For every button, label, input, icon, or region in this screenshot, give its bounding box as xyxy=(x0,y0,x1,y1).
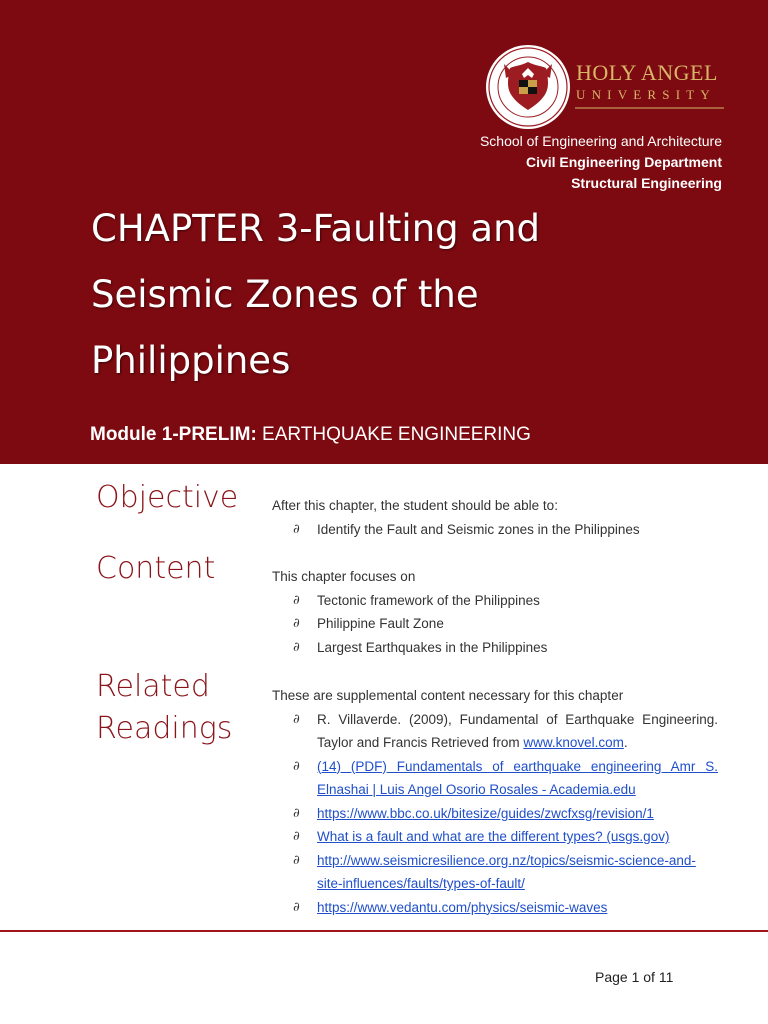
list-item xyxy=(272,802,718,826)
readings-heading xyxy=(96,666,232,750)
content-item: Largest Earthquakes in the Philippines xyxy=(317,639,548,655)
content-item: Philippine Fault Zone xyxy=(317,616,444,631)
readings-intro: These are supplemental content necessary for this chapter xyxy=(272,688,624,703)
readings-heading-line1: Related xyxy=(96,669,210,704)
module-line xyxy=(90,424,531,446)
objective-list xyxy=(272,518,718,542)
list-item xyxy=(272,708,718,755)
school-name: School of Engineering and Architecture xyxy=(479,133,722,149)
objective-intro: After this chapter, the student should be able to: xyxy=(272,498,558,513)
content-section xyxy=(272,565,718,659)
chapter-title-line2: Seismic Zones of the xyxy=(91,273,479,316)
bullet-icon: ∂ xyxy=(293,805,300,821)
seismicresilience-link[interactable]: http://www.seismicresilience.org.nz/topics/seismic-science-and-site-influences/faults/types-of-fault/ xyxy=(317,852,696,891)
bullet-icon: ∂ xyxy=(293,852,300,868)
chapter-title-line3: Philippines xyxy=(91,339,291,382)
content-list xyxy=(272,589,718,660)
module-label: Module 1-PRELIM: xyxy=(90,424,257,445)
usgs-link[interactable]: What is a fault and what are the different types? (usgs.gov) xyxy=(317,829,670,844)
chapter-title-line1: CHAPTER 3-Faulting and xyxy=(91,207,541,250)
content-intro: This chapter focuses on xyxy=(272,569,416,584)
program-name: Structural Engineering xyxy=(571,175,722,191)
reading-citation-tail: . xyxy=(623,735,628,750)
readings-section xyxy=(272,684,718,919)
readings-heading-line2: Readings xyxy=(96,711,233,746)
list-item xyxy=(272,612,718,636)
list-item xyxy=(272,849,718,896)
page-number: Page 1 of 11 xyxy=(595,969,674,985)
reading-item xyxy=(317,708,718,755)
objective-item: Identify the Fault and Seismic zones in the Philippines xyxy=(317,521,640,537)
readings-list xyxy=(272,708,718,920)
university-name xyxy=(576,62,718,101)
bullet-icon: ∂ xyxy=(293,592,300,608)
list-item xyxy=(272,518,718,542)
objective-heading: Objective xyxy=(96,480,239,515)
list-item xyxy=(272,636,718,660)
bullet-icon: ∂ xyxy=(293,639,300,655)
academia-link[interactable]: (14) (PDF) Fundamentals of earthquake engineering Amr S. Elnashai | Luis Angel Osorio Rosales - Academia.edu xyxy=(317,758,718,797)
chapter-title xyxy=(91,196,651,394)
university-name-line2: UNIVERSITY xyxy=(576,87,716,102)
university-name-line1: HOLY ANGEL xyxy=(576,60,718,85)
content-heading: Content xyxy=(96,551,216,586)
vedantu-link[interactable]: https://www.vedantu.com/physics/seismic-waves xyxy=(317,899,608,915)
bullet-icon: ∂ xyxy=(293,829,300,844)
bullet-icon: ∂ xyxy=(293,758,300,774)
bullet-icon: ∂ xyxy=(293,616,300,631)
knovel-link[interactable]: www.knovel.com xyxy=(523,735,624,750)
module-course: EARTHQUAKE ENGINEERING xyxy=(256,424,531,445)
header-banner xyxy=(0,0,768,464)
objective-section xyxy=(272,494,718,541)
list-item xyxy=(272,755,718,802)
list-item xyxy=(272,896,718,920)
list-item xyxy=(272,825,718,849)
footer-divider xyxy=(0,930,768,932)
content-item: Tectonic framework of the Philippines xyxy=(317,592,540,608)
department-name: Civil Engineering Department xyxy=(525,154,722,170)
bbc-link[interactable]: https://www.bbc.co.uk/bitesize/guides/zwcfxsg/revision/1 xyxy=(317,805,654,821)
list-item xyxy=(272,589,718,613)
department-block xyxy=(480,131,722,194)
bullet-icon: ∂ xyxy=(293,711,300,727)
bullet-icon: ∂ xyxy=(293,899,300,915)
bullet-icon: ∂ xyxy=(293,521,300,537)
reading-citation: R. Villaverde. (2009), Fundamental of Earthquake Engineering. Taylor and Francis Retrieved from xyxy=(317,711,718,750)
